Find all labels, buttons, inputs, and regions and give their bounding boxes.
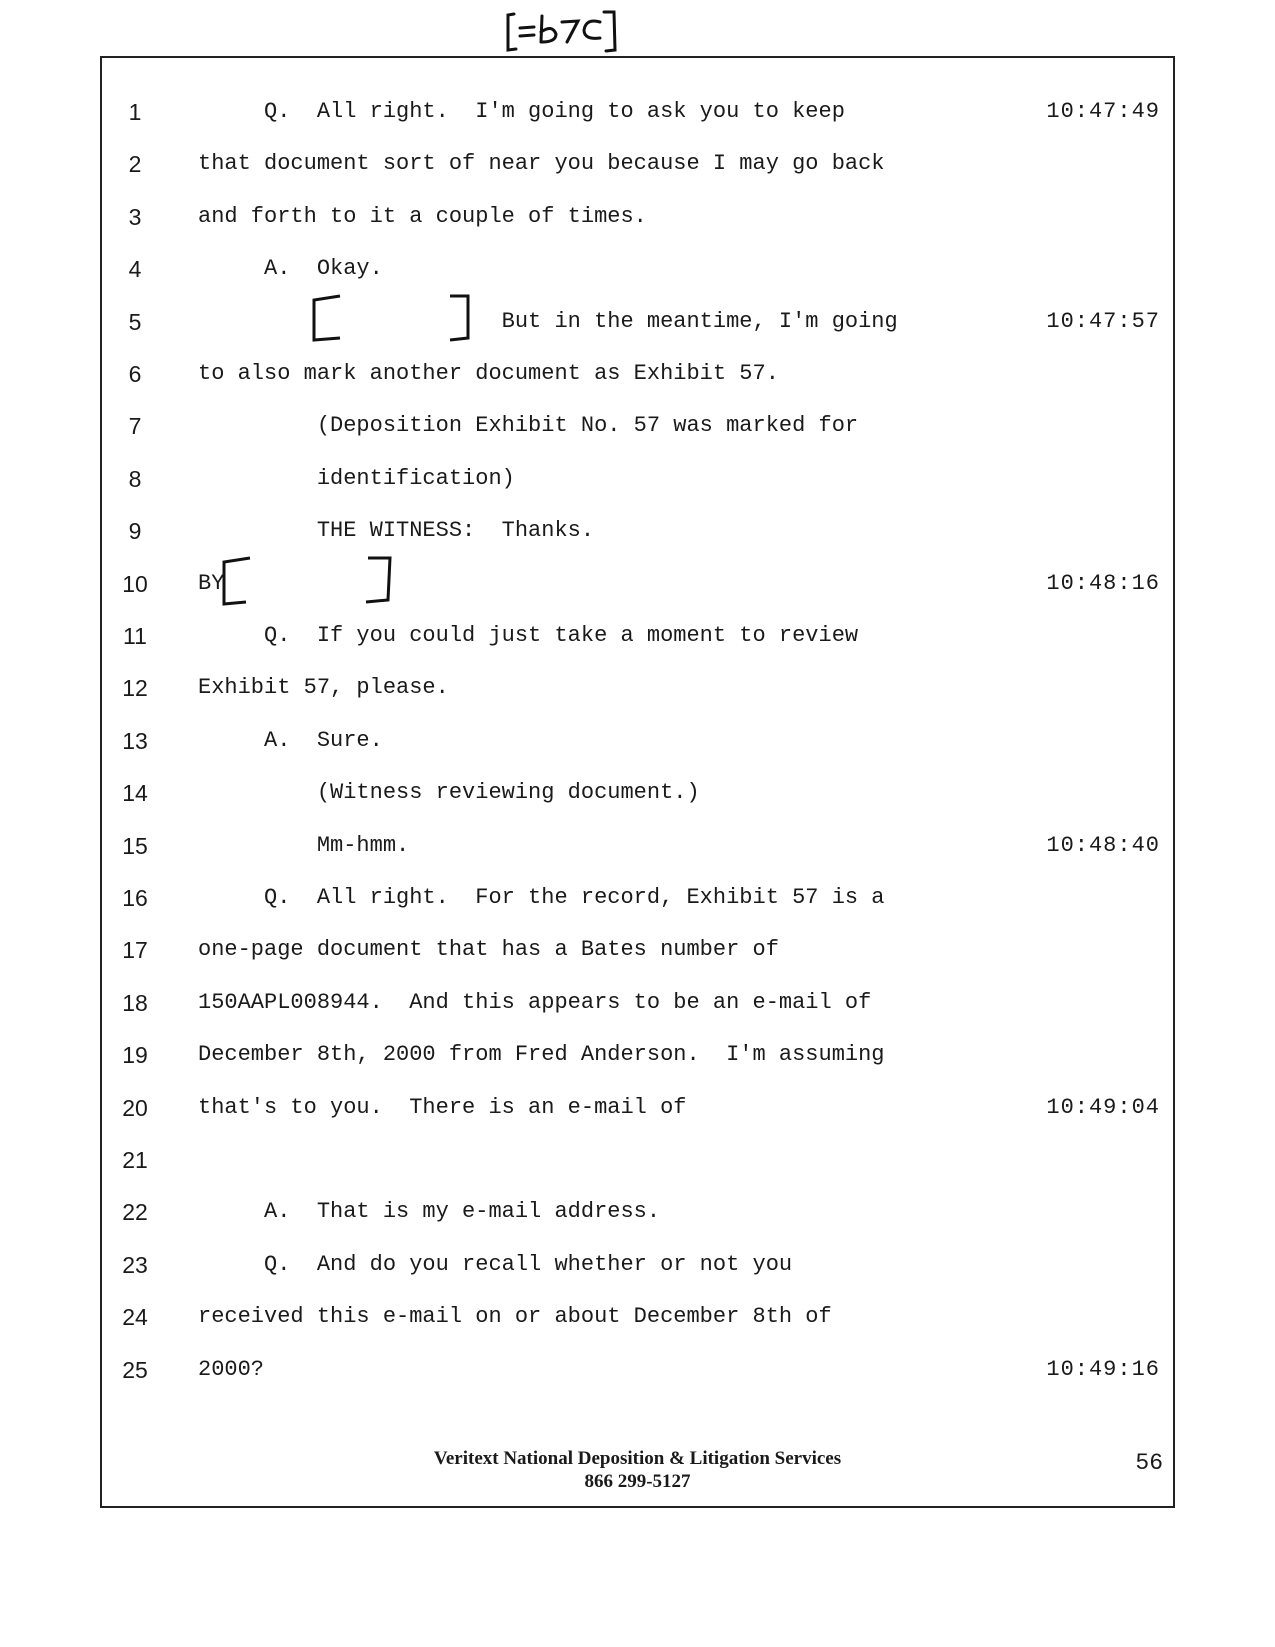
- line-text: that's to you. There is an e-mail of: [198, 1094, 687, 1120]
- line-number: 17: [122, 937, 148, 964]
- footer-phone: 866 299-5127: [584, 1471, 691, 1492]
- line-text: A. Sure.: [198, 727, 383, 753]
- transcript-line: [0, 983, 1275, 1023]
- transcript-line: [0, 616, 1275, 656]
- line-text: BY: [198, 570, 225, 596]
- transcript-line: [0, 721, 1275, 761]
- line-text: A. Okay.: [198, 256, 383, 282]
- footer-company: Veritext National Deposition & Litigation Services: [433, 1448, 842, 1469]
- transcript-line: [0, 302, 1275, 342]
- line-text: 150AAPL008944. And this appears to be an e-mail of: [198, 989, 872, 1015]
- redaction-bracket-line-10: [218, 552, 403, 608]
- line-text: Mm-hmm.: [198, 832, 410, 858]
- line-text: to also mark another document as Exhibit 57.: [198, 361, 779, 386]
- transcript-line: [0, 1192, 1275, 1232]
- line-number: 16: [122, 885, 148, 911]
- transcript-line: [0, 459, 1275, 499]
- transcript-line: [0, 144, 1275, 184]
- timestamp: 10:47:57: [1046, 308, 1160, 334]
- line-number: 7: [128, 413, 142, 440]
- transcript-line: [0, 249, 1275, 289]
- line-text: Q. All right. I'm going to ask you to keep: [198, 99, 845, 124]
- transcript-line: [0, 668, 1275, 708]
- line-number: 2: [128, 151, 142, 178]
- line-number: 4: [128, 256, 142, 283]
- transcript-line: [0, 930, 1275, 970]
- line-number: 23: [122, 1251, 148, 1278]
- line-number: 21: [122, 1147, 148, 1173]
- transcript-line: [0, 406, 1275, 446]
- transcript-line: [0, 1088, 1275, 1128]
- line-number: 5: [128, 308, 142, 335]
- line-text: that document sort of near you because I may go back: [198, 151, 885, 177]
- transcript-line: [0, 1140, 1275, 1180]
- line-number: 10: [122, 570, 148, 597]
- line-text: one-page document that has a Bates number of: [198, 937, 779, 963]
- line-text: December 8th, 2000 from Fred Anderson. I'm assuming: [198, 1042, 885, 1068]
- line-number: 8: [128, 465, 142, 492]
- transcript-line: [0, 1297, 1275, 1337]
- line-text: (Deposition Exhibit No. 57 was marked for: [198, 413, 859, 439]
- line-text: Q. And do you recall whether or not you: [198, 1251, 793, 1277]
- line-number: 3: [128, 203, 142, 230]
- line-number: 11: [123, 623, 147, 649]
- line-number: 25: [122, 1356, 148, 1383]
- line-text: Exhibit 57, please.: [198, 675, 449, 701]
- line-text: identification): [198, 465, 515, 491]
- timestamp: 10:49:16: [1046, 1356, 1160, 1382]
- redaction-stamp: [500, 8, 625, 54]
- transcript-line: [0, 1035, 1275, 1075]
- line-number: 15: [122, 832, 148, 859]
- line-number: 20: [122, 1094, 148, 1121]
- redaction-bracket-line-5: [310, 292, 475, 344]
- transcript-line: [0, 826, 1275, 866]
- transcript-line: [0, 92, 1275, 132]
- line-text: and forth to it a couple of times.: [198, 203, 647, 229]
- line-text: But in the meantime, I'm going: [198, 308, 898, 334]
- transcript-line: [0, 354, 1275, 394]
- transcript-line: [0, 1245, 1275, 1285]
- line-number: 14: [122, 780, 148, 807]
- line-number: 1: [128, 99, 142, 125]
- timestamp: 10:49:04: [1046, 1094, 1160, 1120]
- line-number: 19: [122, 1042, 148, 1069]
- transcript-line: [0, 197, 1275, 237]
- transcript-line: [0, 511, 1275, 551]
- line-text: THE WITNESS: Thanks.: [198, 518, 595, 544]
- page-number: 56: [1135, 1450, 1163, 1476]
- transcript-line: [0, 564, 1275, 604]
- line-text: Q. If you could just take a moment to review: [198, 623, 859, 648]
- transcript-line: [0, 878, 1275, 918]
- line-number: 24: [122, 1304, 148, 1331]
- line-number: 12: [122, 675, 148, 702]
- timestamp: 10:48:40: [1046, 832, 1160, 858]
- line-text: 2000?: [198, 1356, 265, 1382]
- transcript-line: [0, 1350, 1275, 1390]
- line-number: 22: [122, 1199, 148, 1226]
- line-text: received this e-mail on or about December 8th of: [198, 1304, 832, 1330]
- line-text: A. That is my e-mail address.: [198, 1199, 661, 1225]
- line-number: 9: [128, 518, 142, 545]
- line-number: 6: [128, 361, 142, 387]
- line-text: Q. All right. For the record, Exhibit 57 is a: [198, 885, 885, 910]
- line-number: 18: [122, 989, 148, 1016]
- line-number: 13: [122, 727, 148, 754]
- timestamp: 10:48:16: [1046, 570, 1160, 596]
- line-text: (Witness reviewing document.): [198, 780, 700, 806]
- timestamp: 10:47:49: [1046, 99, 1160, 124]
- transcript-line: [0, 773, 1275, 813]
- handwritten-b7c-icon: [500, 8, 625, 54]
